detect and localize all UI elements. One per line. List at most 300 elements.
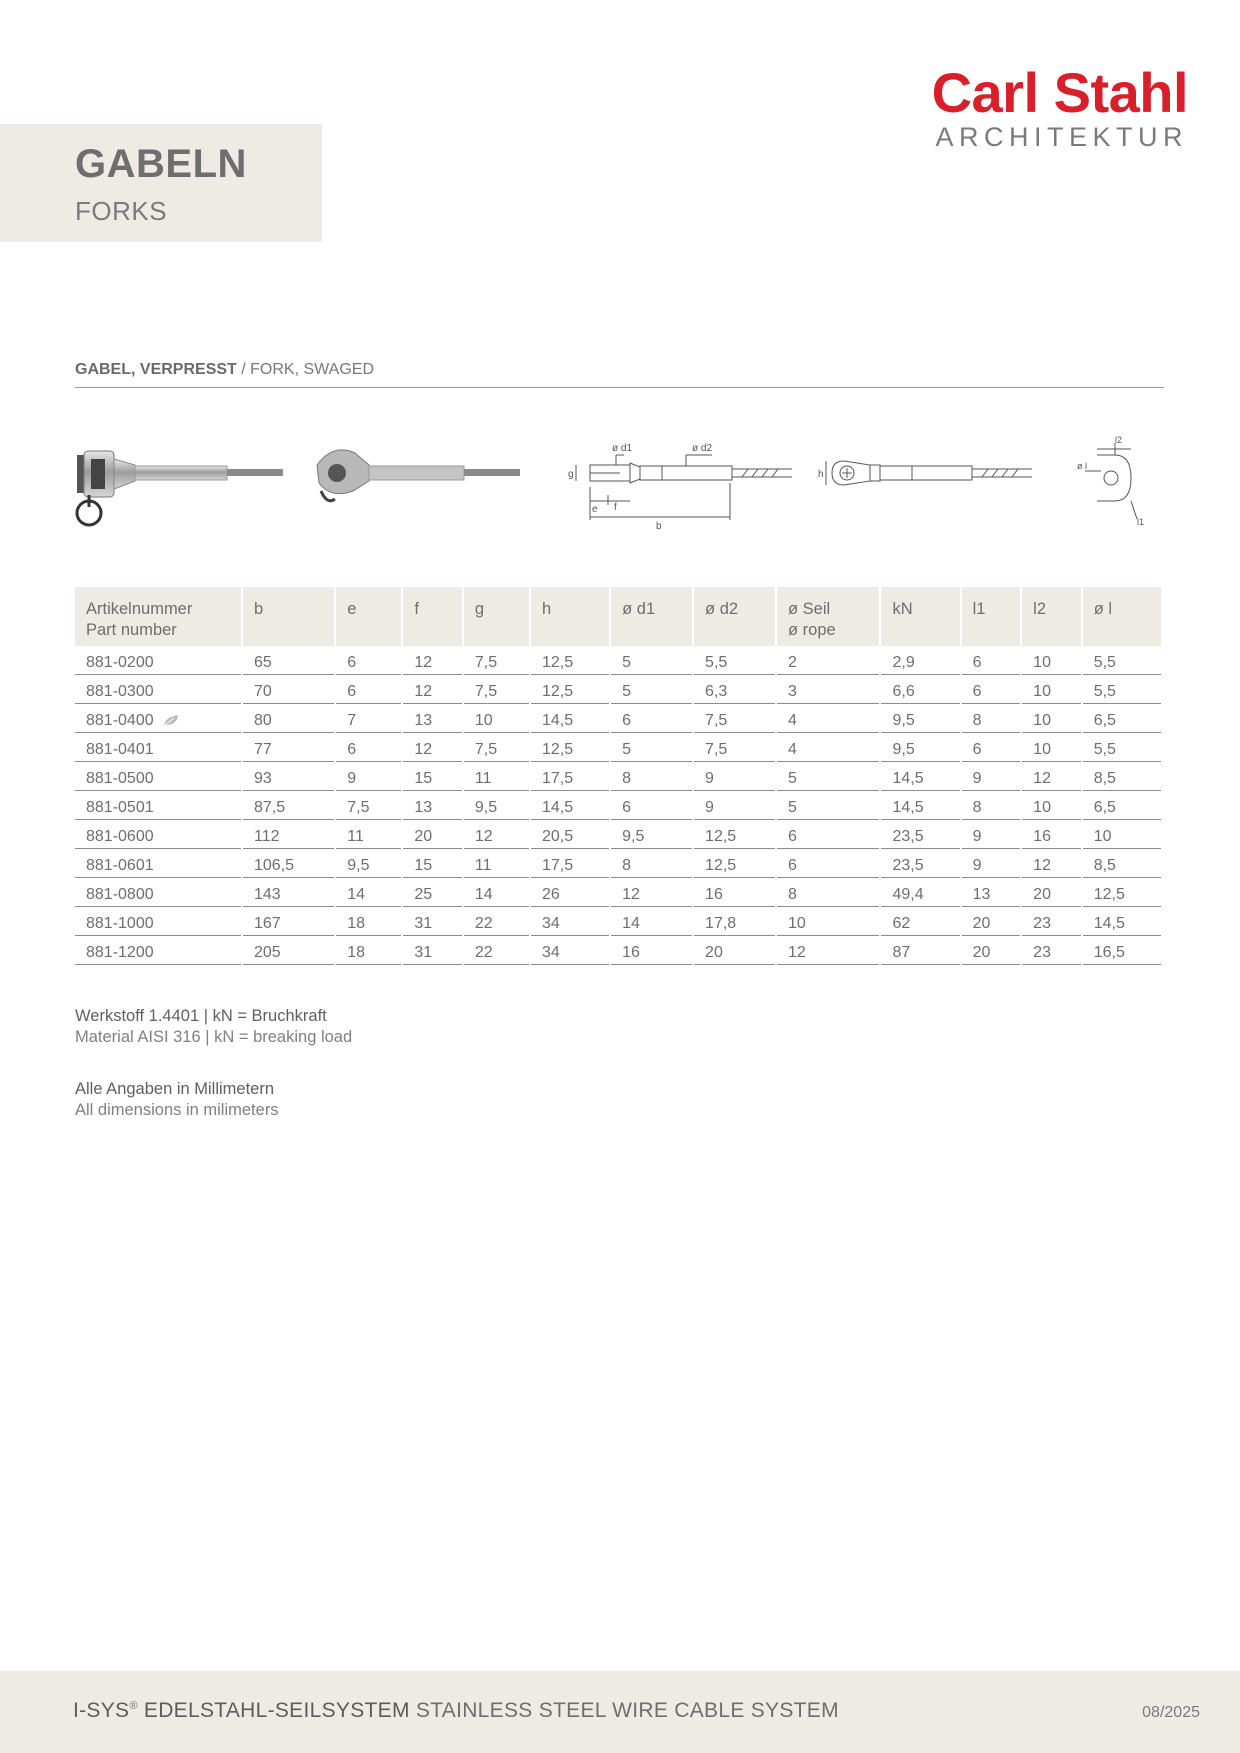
table-cell bbox=[243, 907, 334, 936]
part-number-cell bbox=[75, 704, 241, 733]
table-cell bbox=[243, 675, 334, 704]
cell-value: 12 bbox=[1033, 770, 1051, 787]
cell-value: 6,5 bbox=[1093, 712, 1116, 729]
cell-value: 112 bbox=[254, 828, 280, 845]
table-cell bbox=[611, 820, 692, 849]
table-cell bbox=[881, 791, 959, 820]
cell-value: 6 bbox=[972, 741, 982, 758]
units-note bbox=[75, 1079, 279, 1121]
cell-value: 20 bbox=[414, 828, 433, 845]
cell-value: 18 bbox=[347, 944, 366, 961]
cell-value: 8 bbox=[787, 886, 797, 903]
cell-value: 12,5 bbox=[541, 683, 574, 700]
cell-value: 2,9 bbox=[892, 654, 915, 671]
cell-value: 17,5 bbox=[541, 770, 574, 787]
table-header-cell bbox=[464, 587, 529, 646]
cell-value: 80 bbox=[254, 712, 272, 729]
footer-title-de: EDELSTAHL-SEILSYSTEM bbox=[137, 1699, 410, 1722]
cell-value: 12 bbox=[787, 944, 806, 961]
label-f: f bbox=[614, 502, 617, 513]
table-cell bbox=[777, 704, 880, 733]
table-cell bbox=[531, 936, 609, 965]
cell-value: 9,5 bbox=[892, 741, 915, 758]
part-number-cell bbox=[75, 675, 241, 704]
table-row bbox=[75, 704, 1161, 733]
table-cell bbox=[403, 762, 462, 791]
table-cell bbox=[336, 936, 401, 965]
table-cell bbox=[962, 646, 1021, 675]
table-cell bbox=[403, 675, 462, 704]
table-cell bbox=[777, 878, 880, 907]
table-cell bbox=[336, 820, 401, 849]
table-cell bbox=[243, 820, 334, 849]
label-d1: ø d1 bbox=[612, 443, 633, 454]
cell-value: 881-1000 bbox=[86, 915, 154, 932]
table-cell bbox=[777, 646, 880, 675]
table-row bbox=[75, 878, 1161, 907]
cell-value: 7 bbox=[347, 712, 357, 729]
table-cell bbox=[881, 849, 959, 878]
cell-value: 205 bbox=[254, 944, 281, 961]
cell-value: 10 bbox=[1033, 712, 1051, 729]
label-g: g bbox=[568, 469, 574, 480]
cell-value: 9 bbox=[972, 828, 982, 845]
cell-value: 6 bbox=[622, 799, 632, 816]
part-number-cell bbox=[75, 878, 241, 907]
table-cell bbox=[694, 733, 775, 762]
cell-value: 13 bbox=[972, 886, 991, 903]
cell-value: 26 bbox=[541, 886, 560, 903]
table-cell bbox=[1022, 704, 1081, 733]
cell-value: 9 bbox=[972, 770, 982, 787]
cell-value: 5 bbox=[622, 654, 632, 671]
table-header-cell bbox=[75, 587, 241, 646]
cell-value: 6 bbox=[347, 741, 357, 758]
table-cell bbox=[464, 733, 529, 762]
table-body bbox=[75, 646, 1161, 965]
cell-value: 9,5 bbox=[622, 828, 645, 845]
table-cell bbox=[243, 791, 334, 820]
table-cell bbox=[962, 907, 1021, 936]
table-cell bbox=[531, 675, 609, 704]
table-cell bbox=[694, 675, 775, 704]
section-title-de: GABEL, VERPRESST bbox=[75, 361, 237, 378]
cell-value: 6 bbox=[972, 654, 982, 671]
table-cell bbox=[336, 646, 401, 675]
table-cell bbox=[611, 849, 692, 878]
cell-value: 12 bbox=[1033, 857, 1051, 874]
product-figures bbox=[75, 425, 1164, 540]
part-number-cell bbox=[75, 733, 241, 762]
table-cell bbox=[1022, 675, 1081, 704]
table-cell bbox=[403, 907, 462, 936]
cell-value: 10 bbox=[1033, 683, 1051, 700]
table-cell bbox=[403, 646, 462, 675]
cell-value: 12,5 bbox=[1093, 886, 1125, 903]
cell-value: 881-0400 bbox=[86, 712, 154, 729]
table-cell bbox=[531, 849, 609, 878]
cell-value: 881-0200 bbox=[86, 654, 154, 671]
table-cell bbox=[1022, 849, 1081, 878]
cell-value: 93 bbox=[254, 770, 272, 787]
table-cell bbox=[243, 704, 334, 733]
header-label: h bbox=[541, 600, 552, 618]
cell-value: 16 bbox=[622, 944, 640, 961]
cell-value: 14 bbox=[347, 886, 366, 903]
table-header-cell bbox=[336, 587, 401, 646]
cell-value: 5,5 bbox=[1093, 683, 1116, 700]
material-note-en: Material AISI 316 | kN = breaking load bbox=[75, 1028, 353, 1046]
table-cell bbox=[881, 820, 959, 849]
table-cell bbox=[464, 878, 529, 907]
table-header-row bbox=[75, 587, 1161, 646]
table-cell bbox=[531, 907, 609, 936]
cell-value: 9,5 bbox=[474, 799, 498, 816]
table-cell bbox=[464, 791, 529, 820]
header-label: kN bbox=[892, 600, 913, 618]
table-cell bbox=[464, 907, 529, 936]
table-cell bbox=[464, 646, 529, 675]
cell-value: 12 bbox=[414, 654, 433, 671]
footer-title-en: STAINLESS STEEL WIRE CABLE SYSTEM bbox=[409, 1699, 839, 1722]
cell-value: 10 bbox=[1033, 654, 1051, 671]
table-cell bbox=[531, 733, 609, 762]
cell-value: 8 bbox=[972, 799, 982, 816]
label-l1: l1 bbox=[1137, 517, 1145, 527]
table-cell bbox=[1083, 878, 1161, 907]
table-cell bbox=[1022, 791, 1081, 820]
table-cell bbox=[611, 936, 692, 965]
page-subtitle: FORKS bbox=[75, 196, 168, 226]
cell-value: 881-0500 bbox=[86, 770, 154, 787]
table-cell bbox=[1083, 733, 1161, 762]
cell-value: 5 bbox=[787, 799, 797, 816]
cell-value: 4 bbox=[787, 712, 797, 729]
cell-value: 62 bbox=[892, 915, 911, 932]
header-label: b bbox=[254, 600, 264, 618]
table-header-cell bbox=[1022, 587, 1081, 646]
table-cell bbox=[531, 646, 609, 675]
cell-value: 3 bbox=[787, 683, 797, 700]
material-note-de: Werkstoff 1.4401 | kN = Bruchkraft bbox=[75, 1007, 327, 1025]
table-cell bbox=[777, 936, 880, 965]
cell-value: 9 bbox=[705, 770, 714, 787]
table-cell bbox=[1083, 646, 1161, 675]
table-cell bbox=[1083, 936, 1161, 965]
cell-value: 881-0601 bbox=[86, 857, 154, 874]
cell-value: 23,5 bbox=[892, 828, 924, 845]
part-number-cell bbox=[75, 646, 241, 675]
cell-value: 14,5 bbox=[892, 770, 924, 787]
cell-value: 8,5 bbox=[1093, 770, 1116, 787]
material-note bbox=[75, 1006, 352, 1048]
cell-value: 881-0800 bbox=[86, 886, 154, 903]
table-cell bbox=[694, 820, 775, 849]
footer-brand: I-SYS bbox=[73, 1699, 130, 1722]
cell-value: 23,5 bbox=[892, 857, 924, 874]
cell-value: 16 bbox=[705, 886, 723, 903]
cell-value: 12,5 bbox=[705, 857, 737, 874]
table-cell bbox=[1022, 907, 1081, 936]
header-sublabel: Part number bbox=[86, 621, 177, 639]
cell-value: 18 bbox=[347, 915, 366, 932]
table-cell bbox=[694, 849, 775, 878]
table-cell bbox=[962, 675, 1021, 704]
table-cell bbox=[243, 646, 334, 675]
fork-drawing-end bbox=[1075, 425, 1164, 540]
cell-value: 14 bbox=[474, 886, 493, 903]
table-cell bbox=[1022, 936, 1081, 965]
table-cell bbox=[403, 849, 462, 878]
table-header-cell bbox=[694, 587, 775, 646]
header-label: f bbox=[414, 600, 419, 618]
leaf-icon bbox=[162, 714, 180, 728]
cell-value: 13 bbox=[414, 799, 433, 816]
table-row bbox=[75, 762, 1161, 791]
table-cell bbox=[777, 675, 880, 704]
table-cell bbox=[694, 646, 775, 675]
table-header-cell bbox=[243, 587, 334, 646]
cell-value: 7,5 bbox=[474, 654, 498, 671]
table-cell bbox=[611, 733, 692, 762]
cell-value: 15 bbox=[414, 857, 433, 874]
cell-value: 7,5 bbox=[705, 712, 728, 729]
cell-value: 22 bbox=[474, 915, 493, 932]
cell-value: 5,5 bbox=[705, 654, 728, 671]
cell-value: 8,5 bbox=[1093, 857, 1116, 874]
part-number-cell bbox=[75, 791, 241, 820]
table-cell bbox=[403, 733, 462, 762]
cell-value: 7,5 bbox=[474, 741, 498, 758]
cell-value: 17,8 bbox=[705, 915, 737, 932]
table-row bbox=[75, 849, 1161, 878]
table-cell bbox=[777, 849, 880, 878]
cell-value: 6 bbox=[787, 828, 797, 845]
cell-value: 14,5 bbox=[541, 712, 574, 729]
table-cell bbox=[1083, 849, 1161, 878]
table-cell bbox=[464, 704, 529, 733]
table-cell bbox=[881, 936, 959, 965]
cell-value: 12 bbox=[414, 683, 433, 700]
header-sublabel: ø rope bbox=[787, 621, 836, 639]
table-cell bbox=[881, 878, 959, 907]
table-cell bbox=[464, 675, 529, 704]
table-cell bbox=[611, 791, 692, 820]
cell-value: 34 bbox=[541, 944, 560, 961]
fork-photo-angled bbox=[313, 425, 523, 540]
table-row bbox=[75, 820, 1161, 849]
cell-value: 5 bbox=[787, 770, 797, 787]
cell-value: 23 bbox=[1033, 944, 1051, 961]
cell-value: 12 bbox=[474, 828, 493, 845]
footer-title bbox=[73, 1699, 839, 1723]
brand-logo bbox=[931, 61, 1188, 152]
cell-value: 8 bbox=[622, 857, 632, 874]
cell-value: 20 bbox=[972, 915, 991, 932]
table-cell bbox=[611, 704, 692, 733]
table-header-cell bbox=[531, 587, 609, 646]
cell-value: 12 bbox=[414, 741, 433, 758]
header-label: g bbox=[474, 600, 485, 618]
cell-value: 20 bbox=[972, 944, 991, 961]
table-cell bbox=[403, 936, 462, 965]
table-header-cell bbox=[777, 587, 880, 646]
cell-value: 5,5 bbox=[1093, 654, 1116, 671]
cell-value: 7,5 bbox=[705, 741, 728, 758]
table-cell bbox=[531, 704, 609, 733]
table-cell bbox=[777, 820, 880, 849]
table-cell bbox=[1083, 704, 1161, 733]
table-cell bbox=[336, 704, 401, 733]
cell-value: 16 bbox=[1033, 828, 1051, 845]
table-cell bbox=[694, 791, 775, 820]
header-label: ø d2 bbox=[705, 600, 739, 618]
header-label: ø Seil bbox=[787, 600, 831, 618]
table-cell bbox=[464, 849, 529, 878]
table-cell bbox=[243, 762, 334, 791]
table-cell bbox=[694, 878, 775, 907]
fork-photo-front bbox=[75, 425, 285, 540]
table-cell bbox=[1022, 646, 1081, 675]
table-cell bbox=[464, 820, 529, 849]
cell-value: 12,5 bbox=[705, 828, 737, 845]
table-header-cell bbox=[962, 587, 1021, 646]
table-cell bbox=[336, 762, 401, 791]
logo-main-text: Carl Stahl bbox=[931, 61, 1188, 124]
cell-value: 6,3 bbox=[705, 683, 728, 700]
table-cell bbox=[777, 907, 880, 936]
table-cell bbox=[336, 675, 401, 704]
table-cell bbox=[611, 878, 692, 907]
table-cell bbox=[611, 907, 692, 936]
table-cell bbox=[694, 936, 775, 965]
cell-value: 15 bbox=[414, 770, 433, 787]
cell-value: 4 bbox=[787, 741, 797, 758]
cell-value: 23 bbox=[1033, 915, 1051, 932]
cell-value: 9 bbox=[705, 799, 714, 816]
title-box bbox=[0, 124, 322, 242]
table-cell bbox=[962, 936, 1021, 965]
table-cell bbox=[962, 878, 1021, 907]
cell-value: 7,5 bbox=[347, 799, 370, 816]
table-cell bbox=[694, 704, 775, 733]
cell-value: 10 bbox=[1033, 799, 1051, 816]
cell-value: 8 bbox=[622, 770, 632, 787]
cell-value: 49,4 bbox=[892, 886, 924, 903]
label-d2: ø d2 bbox=[692, 443, 713, 454]
table-cell bbox=[881, 704, 959, 733]
table-cell bbox=[1083, 791, 1161, 820]
cell-value: 6 bbox=[787, 857, 797, 874]
part-number-cell bbox=[75, 849, 241, 878]
cell-value: 31 bbox=[414, 944, 433, 961]
cell-value: 11 bbox=[474, 770, 492, 787]
cell-value: 12,5 bbox=[541, 654, 574, 671]
table-cell bbox=[336, 733, 401, 762]
fork-drawing-side bbox=[562, 425, 802, 540]
label-b: b bbox=[656, 521, 662, 532]
cell-value: 20 bbox=[705, 944, 723, 961]
cell-value: 6 bbox=[347, 654, 357, 671]
table-row bbox=[75, 675, 1161, 704]
table-header-cell bbox=[403, 587, 462, 646]
table-cell bbox=[403, 820, 462, 849]
table-cell bbox=[243, 878, 334, 907]
header-label: ø d1 bbox=[622, 600, 656, 618]
part-number-cell bbox=[75, 762, 241, 791]
table-cell bbox=[464, 762, 529, 791]
table-cell bbox=[962, 820, 1021, 849]
label-l2: l2 bbox=[1115, 435, 1123, 445]
table-cell bbox=[1022, 762, 1081, 791]
part-number-cell bbox=[75, 936, 241, 965]
cell-value: 881-1200 bbox=[86, 944, 154, 961]
cell-value: 13 bbox=[414, 712, 433, 729]
cell-value: 14 bbox=[622, 915, 640, 932]
cell-value: 9,5 bbox=[892, 712, 915, 729]
cell-value: 12 bbox=[622, 886, 640, 903]
table-cell bbox=[336, 791, 401, 820]
cell-value: 87,5 bbox=[254, 799, 286, 816]
table-cell bbox=[243, 936, 334, 965]
table-cell bbox=[881, 762, 959, 791]
table-cell bbox=[243, 849, 334, 878]
cell-value: 16,5 bbox=[1093, 944, 1125, 961]
label-l: ø l bbox=[1077, 461, 1087, 471]
cell-value: 7,5 bbox=[474, 683, 498, 700]
cell-value: 881-0401 bbox=[86, 741, 154, 758]
table-cell bbox=[1022, 733, 1081, 762]
cell-value: 9,5 bbox=[347, 857, 370, 874]
table-header-cell bbox=[1083, 587, 1161, 646]
table-cell bbox=[336, 849, 401, 878]
cell-value: 10 bbox=[1093, 828, 1112, 845]
table-cell bbox=[777, 791, 880, 820]
label-h: h bbox=[818, 469, 824, 480]
footer-date: 08/2025 bbox=[1142, 1704, 1200, 1721]
cell-value: 8 bbox=[972, 712, 982, 729]
cell-value: 5 bbox=[622, 683, 632, 700]
cell-value: 14,5 bbox=[1093, 915, 1125, 932]
table-cell bbox=[1022, 878, 1081, 907]
cell-value: 31 bbox=[414, 915, 433, 932]
cell-value: 6 bbox=[622, 712, 632, 729]
table-row bbox=[75, 646, 1161, 675]
header-label: l2 bbox=[1033, 600, 1047, 618]
cell-value: 65 bbox=[254, 654, 272, 671]
table-cell bbox=[1083, 907, 1161, 936]
table-cell bbox=[531, 762, 609, 791]
table-cell bbox=[777, 762, 880, 791]
cell-value: 6 bbox=[972, 683, 982, 700]
dimension-table bbox=[73, 587, 1163, 965]
cell-value: 6 bbox=[347, 683, 357, 700]
cell-value: 881-0501 bbox=[86, 799, 154, 816]
table-cell bbox=[881, 646, 959, 675]
cell-value: 2 bbox=[787, 654, 797, 671]
cell-value: 9 bbox=[347, 770, 357, 787]
table-cell bbox=[464, 936, 529, 965]
table-cell bbox=[962, 733, 1021, 762]
table-cell bbox=[962, 762, 1021, 791]
cell-value: 167 bbox=[254, 915, 281, 932]
cell-value: 70 bbox=[254, 683, 272, 700]
cell-value: 143 bbox=[254, 886, 281, 903]
section-heading bbox=[75, 361, 1164, 388]
table-cell bbox=[1083, 820, 1161, 849]
header-label: e bbox=[347, 600, 357, 618]
table-cell bbox=[403, 791, 462, 820]
